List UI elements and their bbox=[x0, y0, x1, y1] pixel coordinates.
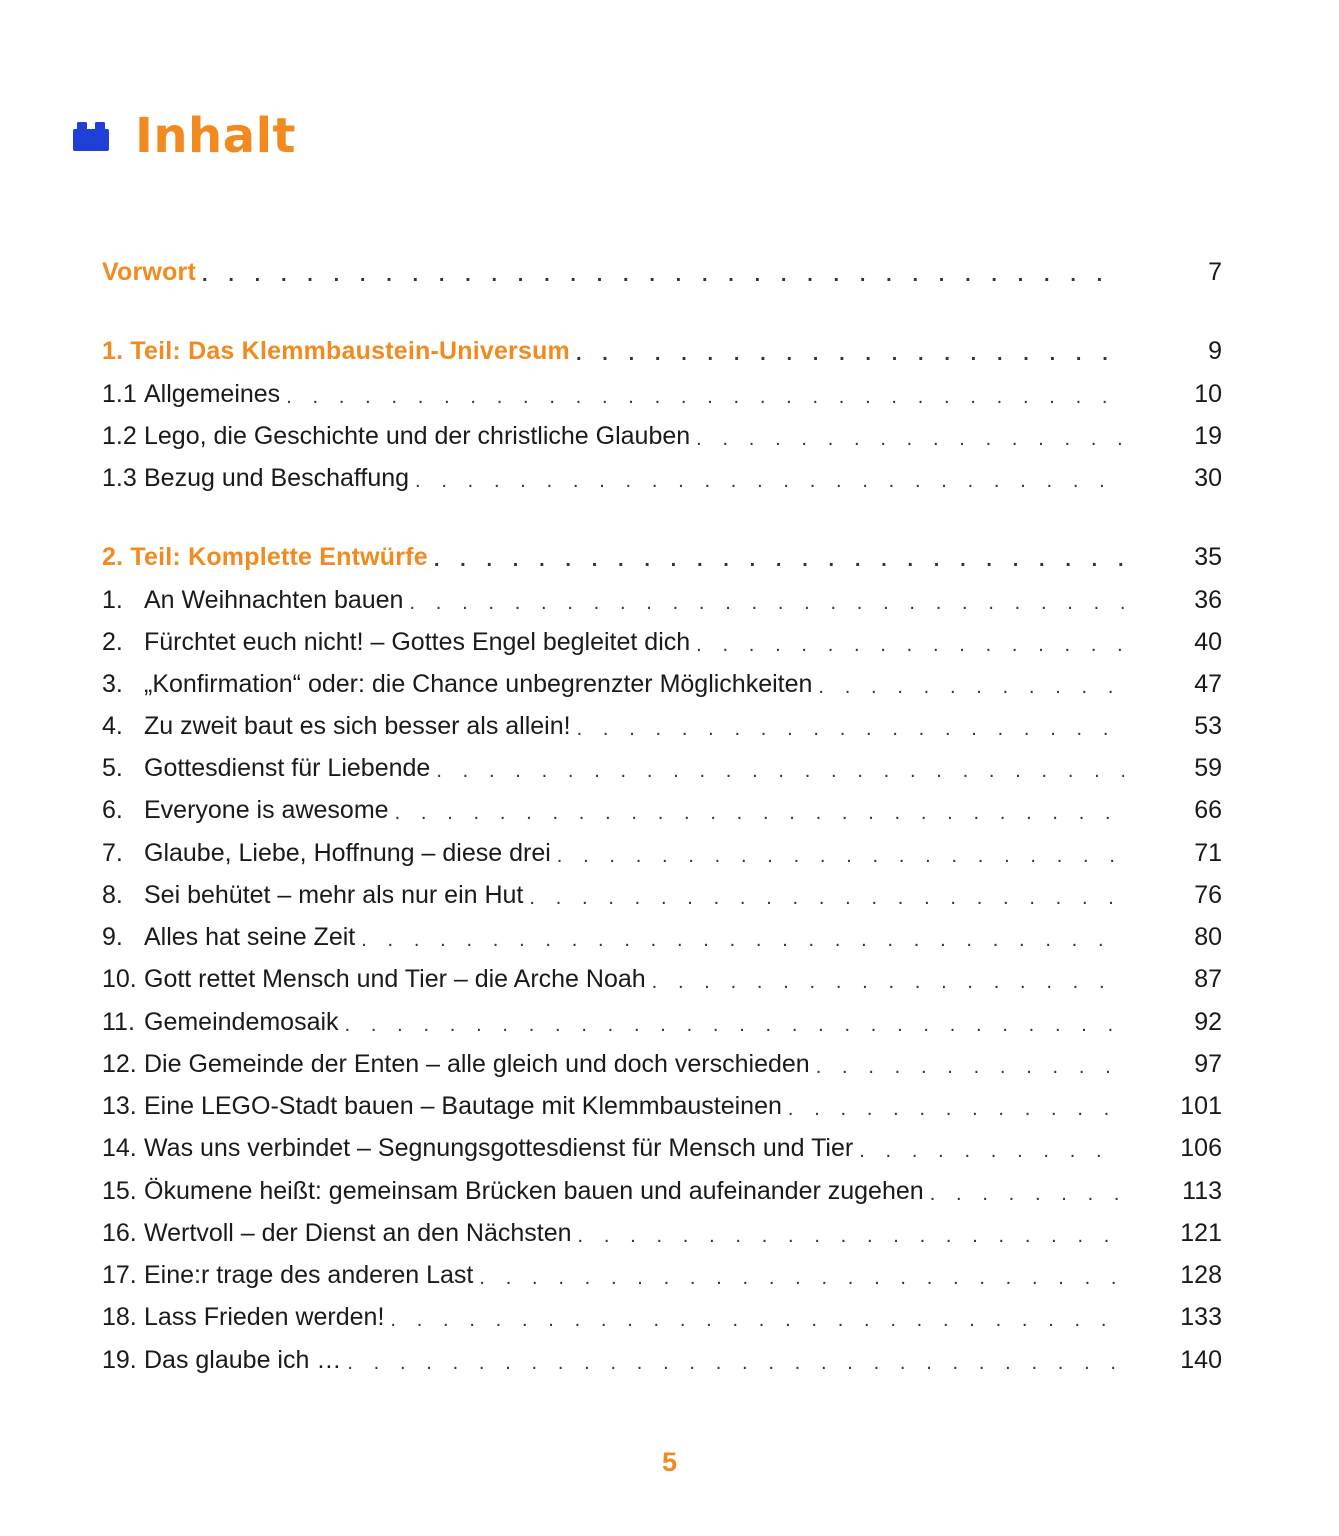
toc-entry[interactable] bbox=[102, 751, 1222, 785]
toc-entry-page: 71 bbox=[1194, 839, 1222, 867]
dot-leader bbox=[479, 1258, 1124, 1292]
dot-leader bbox=[202, 255, 1124, 289]
toc-entry[interactable] bbox=[102, 836, 1222, 870]
toc-entry-number: 6. bbox=[102, 796, 123, 824]
toc-entry-label: Gottesdienst für Liebende bbox=[144, 754, 431, 782]
page-number: 5 bbox=[661, 1447, 678, 1477]
lego-brick-icon bbox=[72, 120, 110, 152]
toc-entry[interactable] bbox=[102, 667, 1222, 701]
toc-entry[interactable] bbox=[102, 1174, 1222, 1208]
toc-entry-page: 101 bbox=[1180, 1092, 1222, 1120]
toc-part-1-title: 1. Teil: Das Klemmbaustein-Universum bbox=[102, 337, 570, 365]
toc-part-1[interactable] bbox=[102, 334, 1222, 368]
toc-entry-label: Gemeindemosaik bbox=[144, 1008, 339, 1036]
toc-foreword-label: Vorwort bbox=[102, 258, 196, 286]
dot-leader bbox=[930, 1174, 1124, 1208]
toc-entry-label: Die Gemeinde der Enten – alle gleich und doch verschieden bbox=[144, 1050, 810, 1078]
toc-entry-page: 128 bbox=[1180, 1261, 1222, 1289]
toc-entry[interactable] bbox=[102, 377, 1222, 411]
dot-leader bbox=[436, 751, 1124, 785]
toc-part-2[interactable] bbox=[102, 540, 1222, 574]
toc-entry-page: 76 bbox=[1194, 881, 1222, 909]
toc-entry-number: 12. bbox=[102, 1050, 137, 1078]
toc-entry-page: 53 bbox=[1194, 712, 1222, 740]
toc-entry-label: Sei behütet – mehr als nur ein Hut bbox=[144, 881, 524, 909]
toc-entry-page: 47 bbox=[1194, 670, 1222, 698]
toc-entry-page: 106 bbox=[1180, 1134, 1222, 1162]
toc-entry-page: 59 bbox=[1194, 754, 1222, 782]
toc-entry[interactable] bbox=[102, 583, 1222, 617]
dot-leader bbox=[347, 1343, 1124, 1377]
toc-entry-label: Gott rettet Mensch und Tier – die Arche Noah bbox=[144, 965, 646, 993]
toc-entry-number: 5. bbox=[102, 754, 123, 782]
toc-entry[interactable] bbox=[102, 1047, 1222, 1081]
dot-leader bbox=[652, 962, 1124, 996]
toc-entry-number: 3. bbox=[102, 670, 123, 698]
toc-entry-label: Lego, die Geschichte und der christliche Glauben bbox=[144, 422, 691, 450]
toc-entry[interactable] bbox=[102, 709, 1222, 743]
toc-entry-label: Allgemeines bbox=[144, 380, 281, 408]
toc-entry-number: 1.3 bbox=[102, 464, 137, 492]
toc-entry-number: 14. bbox=[102, 1134, 137, 1162]
toc-entry-label: Lass Frieden werden! bbox=[144, 1303, 385, 1331]
toc-entry-page: 140 bbox=[1180, 1346, 1222, 1374]
toc-entry-page: 30 bbox=[1194, 464, 1222, 492]
dot-leader bbox=[859, 1131, 1124, 1165]
toc-entry-page: 40 bbox=[1194, 628, 1222, 656]
toc-entry[interactable] bbox=[102, 1005, 1222, 1039]
toc-entry[interactable] bbox=[102, 1216, 1222, 1250]
dot-leader bbox=[361, 920, 1124, 954]
dot-leader bbox=[577, 709, 1124, 743]
toc-part-2-title: 2. Teil: Komplette Entwürfe bbox=[102, 543, 428, 571]
dot-leader bbox=[529, 878, 1124, 912]
toc-entry[interactable] bbox=[102, 461, 1222, 495]
toc-entry-label: Bezug und Beschaffung bbox=[144, 464, 410, 492]
dot-leader bbox=[696, 625, 1124, 659]
toc-entry[interactable] bbox=[102, 1343, 1222, 1377]
toc-entry[interactable] bbox=[102, 625, 1222, 659]
dot-leader bbox=[409, 583, 1124, 617]
toc-entry[interactable] bbox=[102, 793, 1222, 827]
toc-entry-label: Eine:r trage des anderen Last bbox=[144, 1261, 474, 1289]
toc-entry-number: 1.1 bbox=[102, 380, 137, 408]
dot-leader bbox=[696, 419, 1124, 453]
toc-entry-number: 4. bbox=[102, 712, 123, 740]
toc-entry-label: Ökumene heißt: gemeinsam Brücken bauen und aufeinander zugehen bbox=[144, 1177, 924, 1205]
toc-entry[interactable] bbox=[102, 1258, 1222, 1292]
toc-entry-page: 19 bbox=[1194, 422, 1222, 450]
toc-entry[interactable] bbox=[102, 878, 1222, 912]
toc-entry-label: Das glaube ich … bbox=[144, 1346, 342, 1374]
toc-entry-number: 15. bbox=[102, 1177, 137, 1205]
toc-entry-label: Everyone is awesome bbox=[144, 796, 389, 824]
toc-entry-number: 8. bbox=[102, 881, 123, 909]
dot-leader bbox=[395, 793, 1124, 827]
page-title: Inhalt bbox=[135, 108, 296, 164]
toc-entry-label: Zu zweit baut es sich besser als allein! bbox=[144, 712, 571, 740]
toc-entry-number: 18. bbox=[102, 1303, 137, 1331]
dot-leader bbox=[345, 1005, 1124, 1039]
dot-leader bbox=[415, 461, 1124, 495]
toc-entry-number: 11. bbox=[102, 1008, 135, 1036]
dot-leader bbox=[576, 334, 1124, 368]
dot-leader bbox=[557, 836, 1124, 870]
toc-entry-number: 16. bbox=[102, 1219, 137, 1247]
toc-entry-number: 17. bbox=[102, 1261, 137, 1289]
toc-entry-label: Was uns verbindet – Segnungsgottesdienst für Mensch und Tier bbox=[144, 1134, 854, 1162]
toc-entry-label: Glaube, Liebe, Hoffnung – diese drei bbox=[144, 839, 551, 867]
dot-leader bbox=[286, 377, 1124, 411]
toc-entry-page: 97 bbox=[1194, 1050, 1222, 1078]
toc-entry-page: 92 bbox=[1194, 1008, 1222, 1036]
toc-part-1-page: 9 bbox=[1208, 337, 1222, 365]
toc-entry-number: 9. bbox=[102, 923, 123, 951]
toc-entry-label: An Weihnachten bauen bbox=[144, 586, 404, 614]
toc-entry-page: 87 bbox=[1194, 965, 1222, 993]
toc-entry[interactable] bbox=[102, 1089, 1222, 1123]
toc-entry-page: 80 bbox=[1194, 923, 1222, 951]
toc-entry-label: Fürchtet euch nicht! – Gottes Engel begleitet dich bbox=[144, 628, 691, 656]
toc-entry-number: 1.2 bbox=[102, 422, 137, 450]
dot-leader bbox=[818, 667, 1124, 701]
toc-foreword[interactable] bbox=[102, 255, 1222, 289]
page-header bbox=[72, 106, 296, 166]
toc-entry-page: 36 bbox=[1194, 586, 1222, 614]
toc-entry[interactable] bbox=[102, 1131, 1222, 1165]
toc-entry-number: 10. bbox=[102, 965, 137, 993]
toc-entry-page: 133 bbox=[1180, 1303, 1222, 1331]
toc-part-2-page: 35 bbox=[1194, 543, 1222, 571]
toc-entry[interactable] bbox=[102, 920, 1222, 954]
dot-leader bbox=[434, 540, 1124, 574]
toc-entry-label: Wertvoll – der Dienst an den Nächsten bbox=[144, 1219, 572, 1247]
dot-leader bbox=[390, 1300, 1124, 1334]
toc-entry-number: 1. bbox=[102, 586, 123, 614]
toc-entry-number: 7. bbox=[102, 839, 123, 867]
dot-leader bbox=[578, 1216, 1124, 1250]
toc-entry-page: 121 bbox=[1180, 1219, 1222, 1247]
toc-entry-label: Eine LEGO-Stadt bauen – Bautage mit Klemmbausteinen bbox=[144, 1092, 782, 1120]
toc-entry[interactable] bbox=[102, 419, 1222, 453]
toc-entry-number: 19. bbox=[102, 1346, 137, 1374]
dot-leader bbox=[788, 1089, 1124, 1123]
toc-entry-label: Alles hat seine Zeit bbox=[144, 923, 356, 951]
dot-leader bbox=[816, 1047, 1124, 1081]
toc-entry-page: 66 bbox=[1194, 796, 1222, 824]
toc-entry-page: 10 bbox=[1194, 380, 1222, 408]
toc-entry[interactable] bbox=[102, 1300, 1222, 1334]
toc-entry-label: „Konfirmation“ oder: die Chance unbegrenzter Möglichkeiten bbox=[144, 670, 813, 698]
toc-entry-number: 13. bbox=[102, 1092, 137, 1120]
toc-entry-number: 2. bbox=[102, 628, 123, 656]
toc-entry-page: 113 bbox=[1182, 1177, 1222, 1205]
toc-entry[interactable] bbox=[102, 962, 1222, 996]
toc-foreword-page: 7 bbox=[1208, 258, 1222, 286]
